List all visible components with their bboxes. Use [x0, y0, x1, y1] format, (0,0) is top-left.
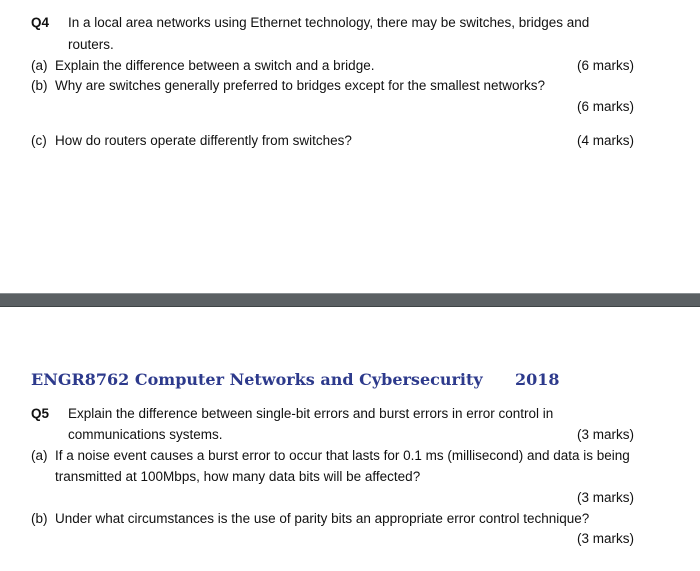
q5-intro-line2: communications systems. [68, 427, 223, 442]
question-number-q5: Q5 [31, 406, 50, 421]
q4-part-b-label: (b) [31, 78, 48, 93]
q5-part-b-marks: (3 marks) [577, 531, 634, 546]
q4-part-a-text: Explain the difference between a switch and a bridge. [55, 58, 375, 73]
q5-part-b-label: (b) [31, 511, 48, 526]
q5-part-a-marks: (3 marks) [577, 490, 634, 505]
q5-part-a-line2: transmitted at 100Mbps, how many data bits will be affected? [55, 469, 421, 484]
q4-part-c-marks: (4 marks) [577, 133, 634, 148]
q4-part-a-label: (a) [31, 58, 48, 73]
question-number-q4: Q4 [31, 15, 50, 30]
q4-part-c-text: How do routers operate differently from switches? [55, 133, 352, 148]
q4-part-b-marks: (6 marks) [577, 99, 634, 114]
q4-part-b-text: Why are switches generally preferred to bridges except for the smallest networks? [55, 78, 545, 93]
exam-year: 2018 [515, 370, 560, 389]
q5-part-a-line1: If a noise event causes a burst error to occur that lasts for 0.1 ms (millisecond) and data is being [55, 448, 630, 463]
q4-part-a-marks: (6 marks) [577, 58, 634, 73]
page-divider [0, 293, 700, 307]
q4-part-c-label: (c) [31, 133, 47, 148]
q5-part-b-text: Under what circumstances is the use of parity bits an appropriate error control technique? [55, 511, 590, 526]
q5-intro-marks: (3 marks) [577, 427, 634, 442]
q5-part-a-label: (a) [31, 448, 48, 463]
q4-intro-line2: routers. [68, 37, 114, 52]
course-title: ENGR8762 Computer Networks and Cybersecurity [31, 370, 483, 389]
q5-intro-line1: Explain the difference between single-bit errors and burst errors in error control in [68, 406, 554, 421]
q4-intro-line1: In a local area networks using Ethernet technology, there may be switches, bridges and [68, 15, 590, 30]
